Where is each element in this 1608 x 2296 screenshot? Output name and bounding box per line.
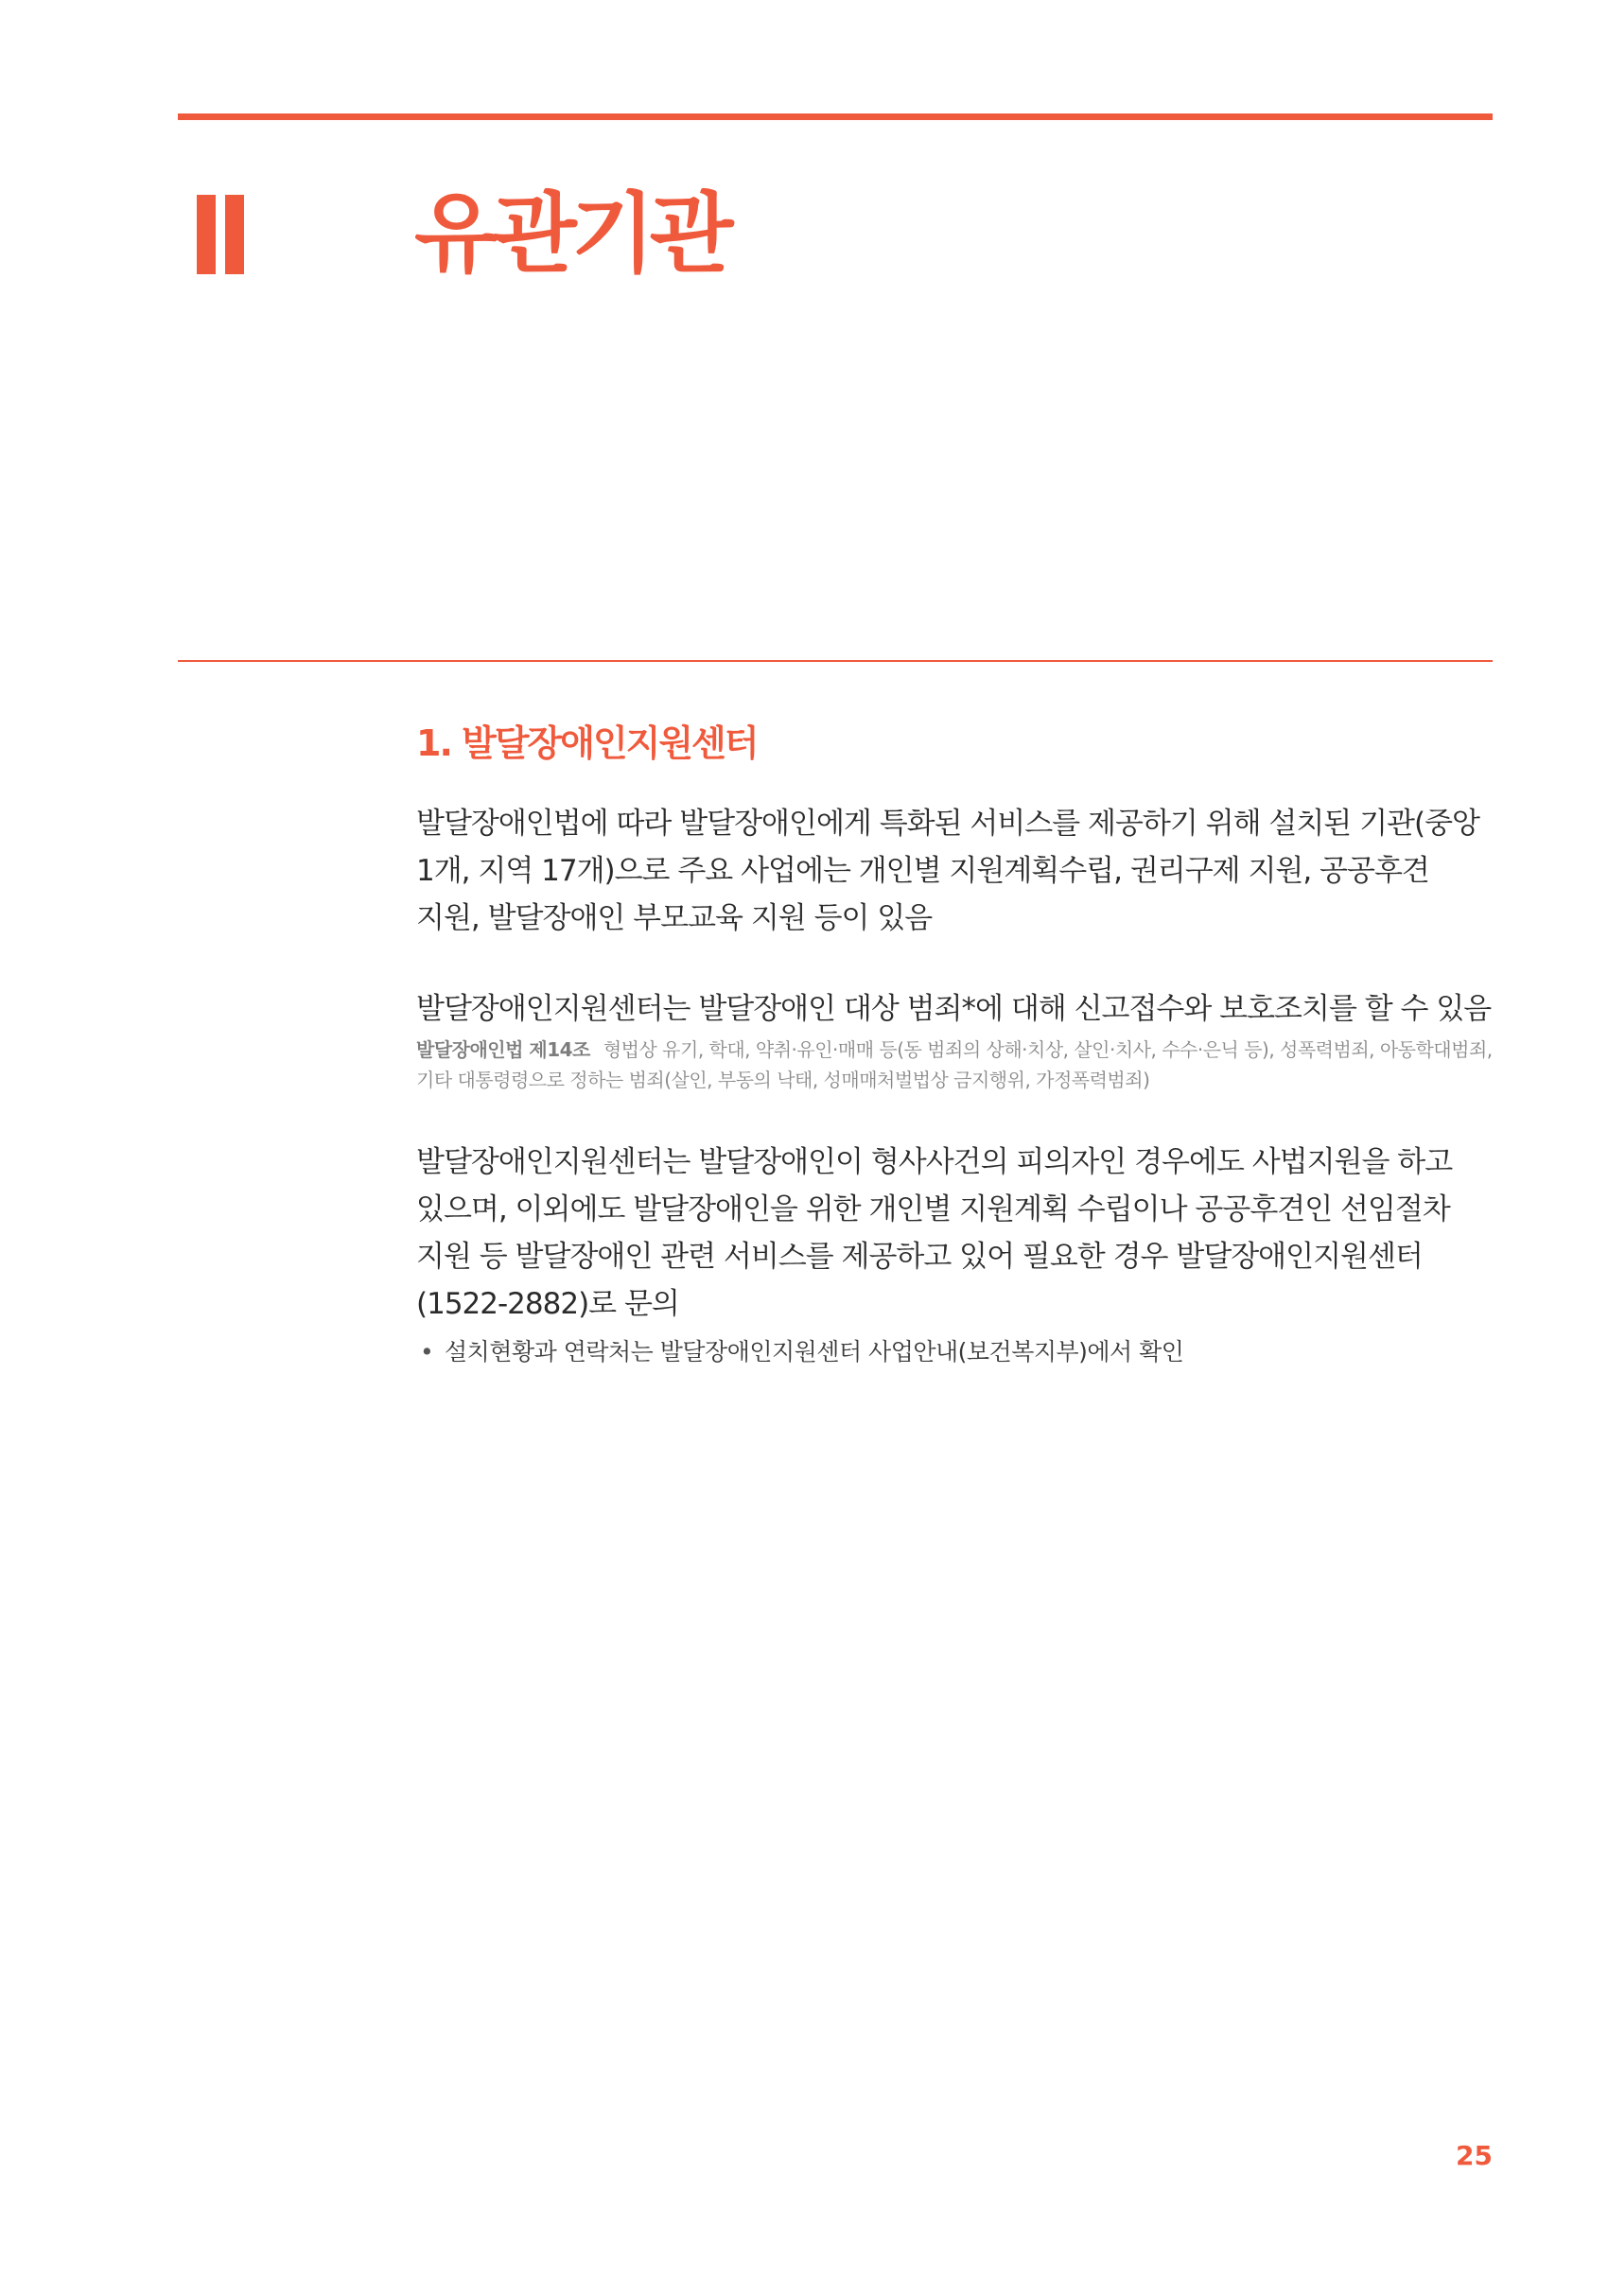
numeral-stroke (197, 195, 216, 274)
page-number: 25 (1456, 2140, 1493, 2171)
paragraph-reporting: 발달장애인지원센터는 발달장애인 대상 범죄*에 대해 신고접수와 보호조치를 할 수 있음 (416, 992, 1492, 1026)
chapter-title: 유관기관 (414, 183, 728, 285)
spacer (416, 942, 1494, 985)
paragraph-intro: 발달장애인법에 따라 발달장애인에게 특화된 서비스를 제공하기 위해 설치된 기관(중앙 1개, 지역 17개)으로 주요 사업에는 개인별 지원계획수립, 권리구제 지원, 공공후견 지원, 발달장애인 부모교육 지원 등이 있음 (416, 807, 1479, 935)
footnote-text: 형법상 유기, 학대, 약취·유인·매매 등(동 범죄의 상해·치상, 살인·치사, 수수·은닉 등), 성폭력범죄, 아동학대범죄, 기타 대통령령으로 정하는 범죄(살인, 부동의 낙태, 성매매처벌법상 금지행위, 가정폭력범죄) (416, 1038, 1493, 1091)
spacer (416, 1095, 1494, 1139)
bullet-item (420, 1333, 1494, 1371)
top-divider (178, 113, 1493, 120)
section-heading: 1. 발달장애인지원센터 (416, 722, 758, 764)
section-divider (178, 660, 1493, 662)
section-content (416, 721, 1494, 1371)
bullet-text: 설치현황과 연락처는 발달장애인지원센터 사업안내(보건복지부)에서 확인 (445, 1338, 1184, 1365)
footnote-label: 발달장애인법 제14조 (416, 1038, 590, 1061)
paragraph-legal-support: 발달장애인지원센터는 발달장애인이 형사사건의 피의자인 경우에도 사법지원을 하고 있으며, 이외에도 발달장애인을 위한 개인별 지원계획 수립이나 공공후견인 선임절차 지원 등 발달장애인 관련 서비스를 제공하고 있어 필요한 경우 발달장애인지원센터(1522-2882)로 문의 (416, 1145, 1453, 1321)
bullet-marker: • (420, 1338, 434, 1365)
numeral-stroke (225, 195, 244, 274)
chapter-numeral (189, 195, 246, 274)
footnote (416, 1035, 1494, 1095)
